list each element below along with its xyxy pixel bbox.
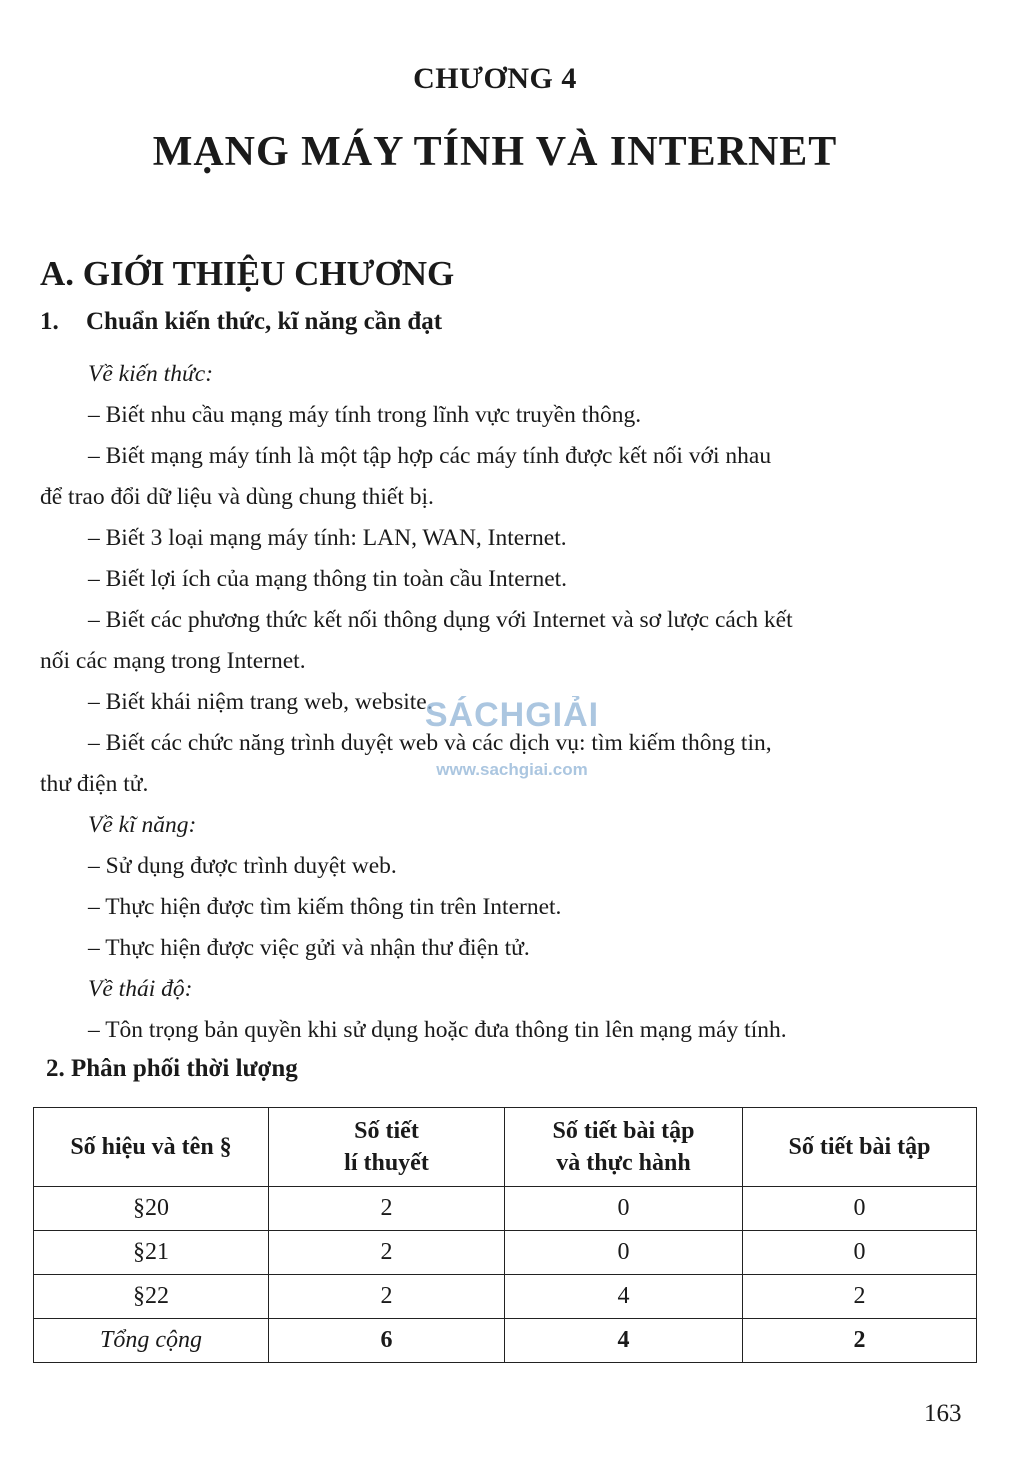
time-allocation-table bbox=[33, 1107, 977, 1363]
knowledge-item: – Biết khái niệm trang web, website. bbox=[88, 689, 433, 715]
header-line: Số tiết bài tập bbox=[552, 1118, 695, 1144]
subsection-heading-2: 2. Phân phối thời lượng bbox=[46, 1055, 298, 1082]
table-row bbox=[34, 1231, 977, 1275]
chapter-label: CHƯƠNG 4 bbox=[413, 62, 577, 95]
table-cell: 2 bbox=[269, 1231, 505, 1275]
knowledge-item: – Biết các phương thức kết nối thông dụng với Internet và sơ lược cách kết bbox=[88, 607, 793, 633]
table-header-row bbox=[34, 1108, 977, 1187]
table-row bbox=[34, 1187, 977, 1231]
total-label: Tổng cộng bbox=[34, 1319, 269, 1363]
knowledge-item: – Biết mạng máy tính là một tập hợp các máy tính được kết nối với nhau bbox=[88, 443, 772, 469]
table-cell: 0 bbox=[505, 1231, 743, 1275]
skills-item: – Thực hiện được tìm kiếm thông tin trên Internet. bbox=[88, 894, 562, 920]
table-cell: 4 bbox=[505, 1275, 743, 1319]
table-cell: 0 bbox=[743, 1231, 977, 1275]
total-cell: 4 bbox=[505, 1319, 743, 1363]
table-row bbox=[34, 1275, 977, 1319]
total-cell: 6 bbox=[269, 1319, 505, 1363]
table-cell: 0 bbox=[743, 1187, 977, 1231]
table-header-cell bbox=[505, 1108, 743, 1187]
knowledge-item: – Biết nhu cầu mạng máy tính trong lĩnh vực truyền thông. bbox=[88, 402, 642, 428]
header-line: Số tiết bbox=[354, 1118, 419, 1144]
section-heading: A. GIỚI THIỆU CHƯƠNG bbox=[40, 254, 455, 293]
table-cell: 2 bbox=[269, 1275, 505, 1319]
skills-item: – Thực hiện được việc gửi và nhận thư điện tử. bbox=[88, 935, 530, 961]
table-cell: 2 bbox=[269, 1187, 505, 1231]
table-total-row bbox=[34, 1319, 977, 1363]
attitude-item: – Tôn trọng bản quyền khi sử dụng hoặc đưa thông tin lên mạng máy tính. bbox=[88, 1017, 787, 1043]
knowledge-item: – Biết 3 loại mạng máy tính: LAN, WAN, Internet. bbox=[88, 525, 567, 551]
total-cell: 2 bbox=[743, 1319, 977, 1363]
knowledge-item-continuation: để trao đổi dữ liệu và dùng chung thiết bị. bbox=[40, 484, 434, 510]
knowledge-item: – Biết các chức năng trình duyệt web và các dịch vụ: tìm kiếm thông tin, bbox=[88, 730, 772, 756]
watermark-logo: SÁCHGIẢI bbox=[424, 696, 600, 734]
knowledge-item-continuation: nối các mạng trong Internet. bbox=[40, 648, 306, 674]
header-line: và thực hành bbox=[556, 1150, 691, 1176]
subsection-heading-1 bbox=[40, 308, 442, 336]
watermark-url: www.sachgiai.com bbox=[436, 760, 588, 779]
subsection-title: Chuẩn kiến thức, kĩ năng cần đạt bbox=[86, 308, 443, 335]
table-cell: §20 bbox=[34, 1187, 269, 1231]
table-cell: §21 bbox=[34, 1231, 269, 1275]
knowledge-item: – Biết lợi ích của mạng thông tin toàn cầu Internet. bbox=[88, 566, 568, 592]
header-line: lí thuyết bbox=[344, 1150, 429, 1176]
skills-item: – Sử dụng được trình duyệt web. bbox=[88, 853, 397, 879]
table-cell: 0 bbox=[505, 1187, 743, 1231]
table-cell: 2 bbox=[743, 1275, 977, 1319]
attitude-label: Về thái độ: bbox=[88, 976, 193, 1002]
knowledge-label: Về kiến thức: bbox=[88, 361, 214, 387]
watermark bbox=[412, 696, 612, 780]
page-number: 163 bbox=[924, 1400, 962, 1427]
table-header-cell bbox=[269, 1108, 505, 1187]
skills-label: Về kĩ năng: bbox=[88, 812, 197, 838]
table-cell: §22 bbox=[34, 1275, 269, 1319]
knowledge-item-continuation: thư điện tử. bbox=[40, 771, 149, 797]
subsection-number: 1. bbox=[40, 308, 59, 335]
table-header-cell: Số tiết bài tập bbox=[743, 1108, 977, 1187]
chapter-title: MẠNG MÁY TÍNH VÀ INTERNET bbox=[152, 129, 838, 175]
table-header-cell: Số hiệu và tên § bbox=[34, 1108, 269, 1187]
